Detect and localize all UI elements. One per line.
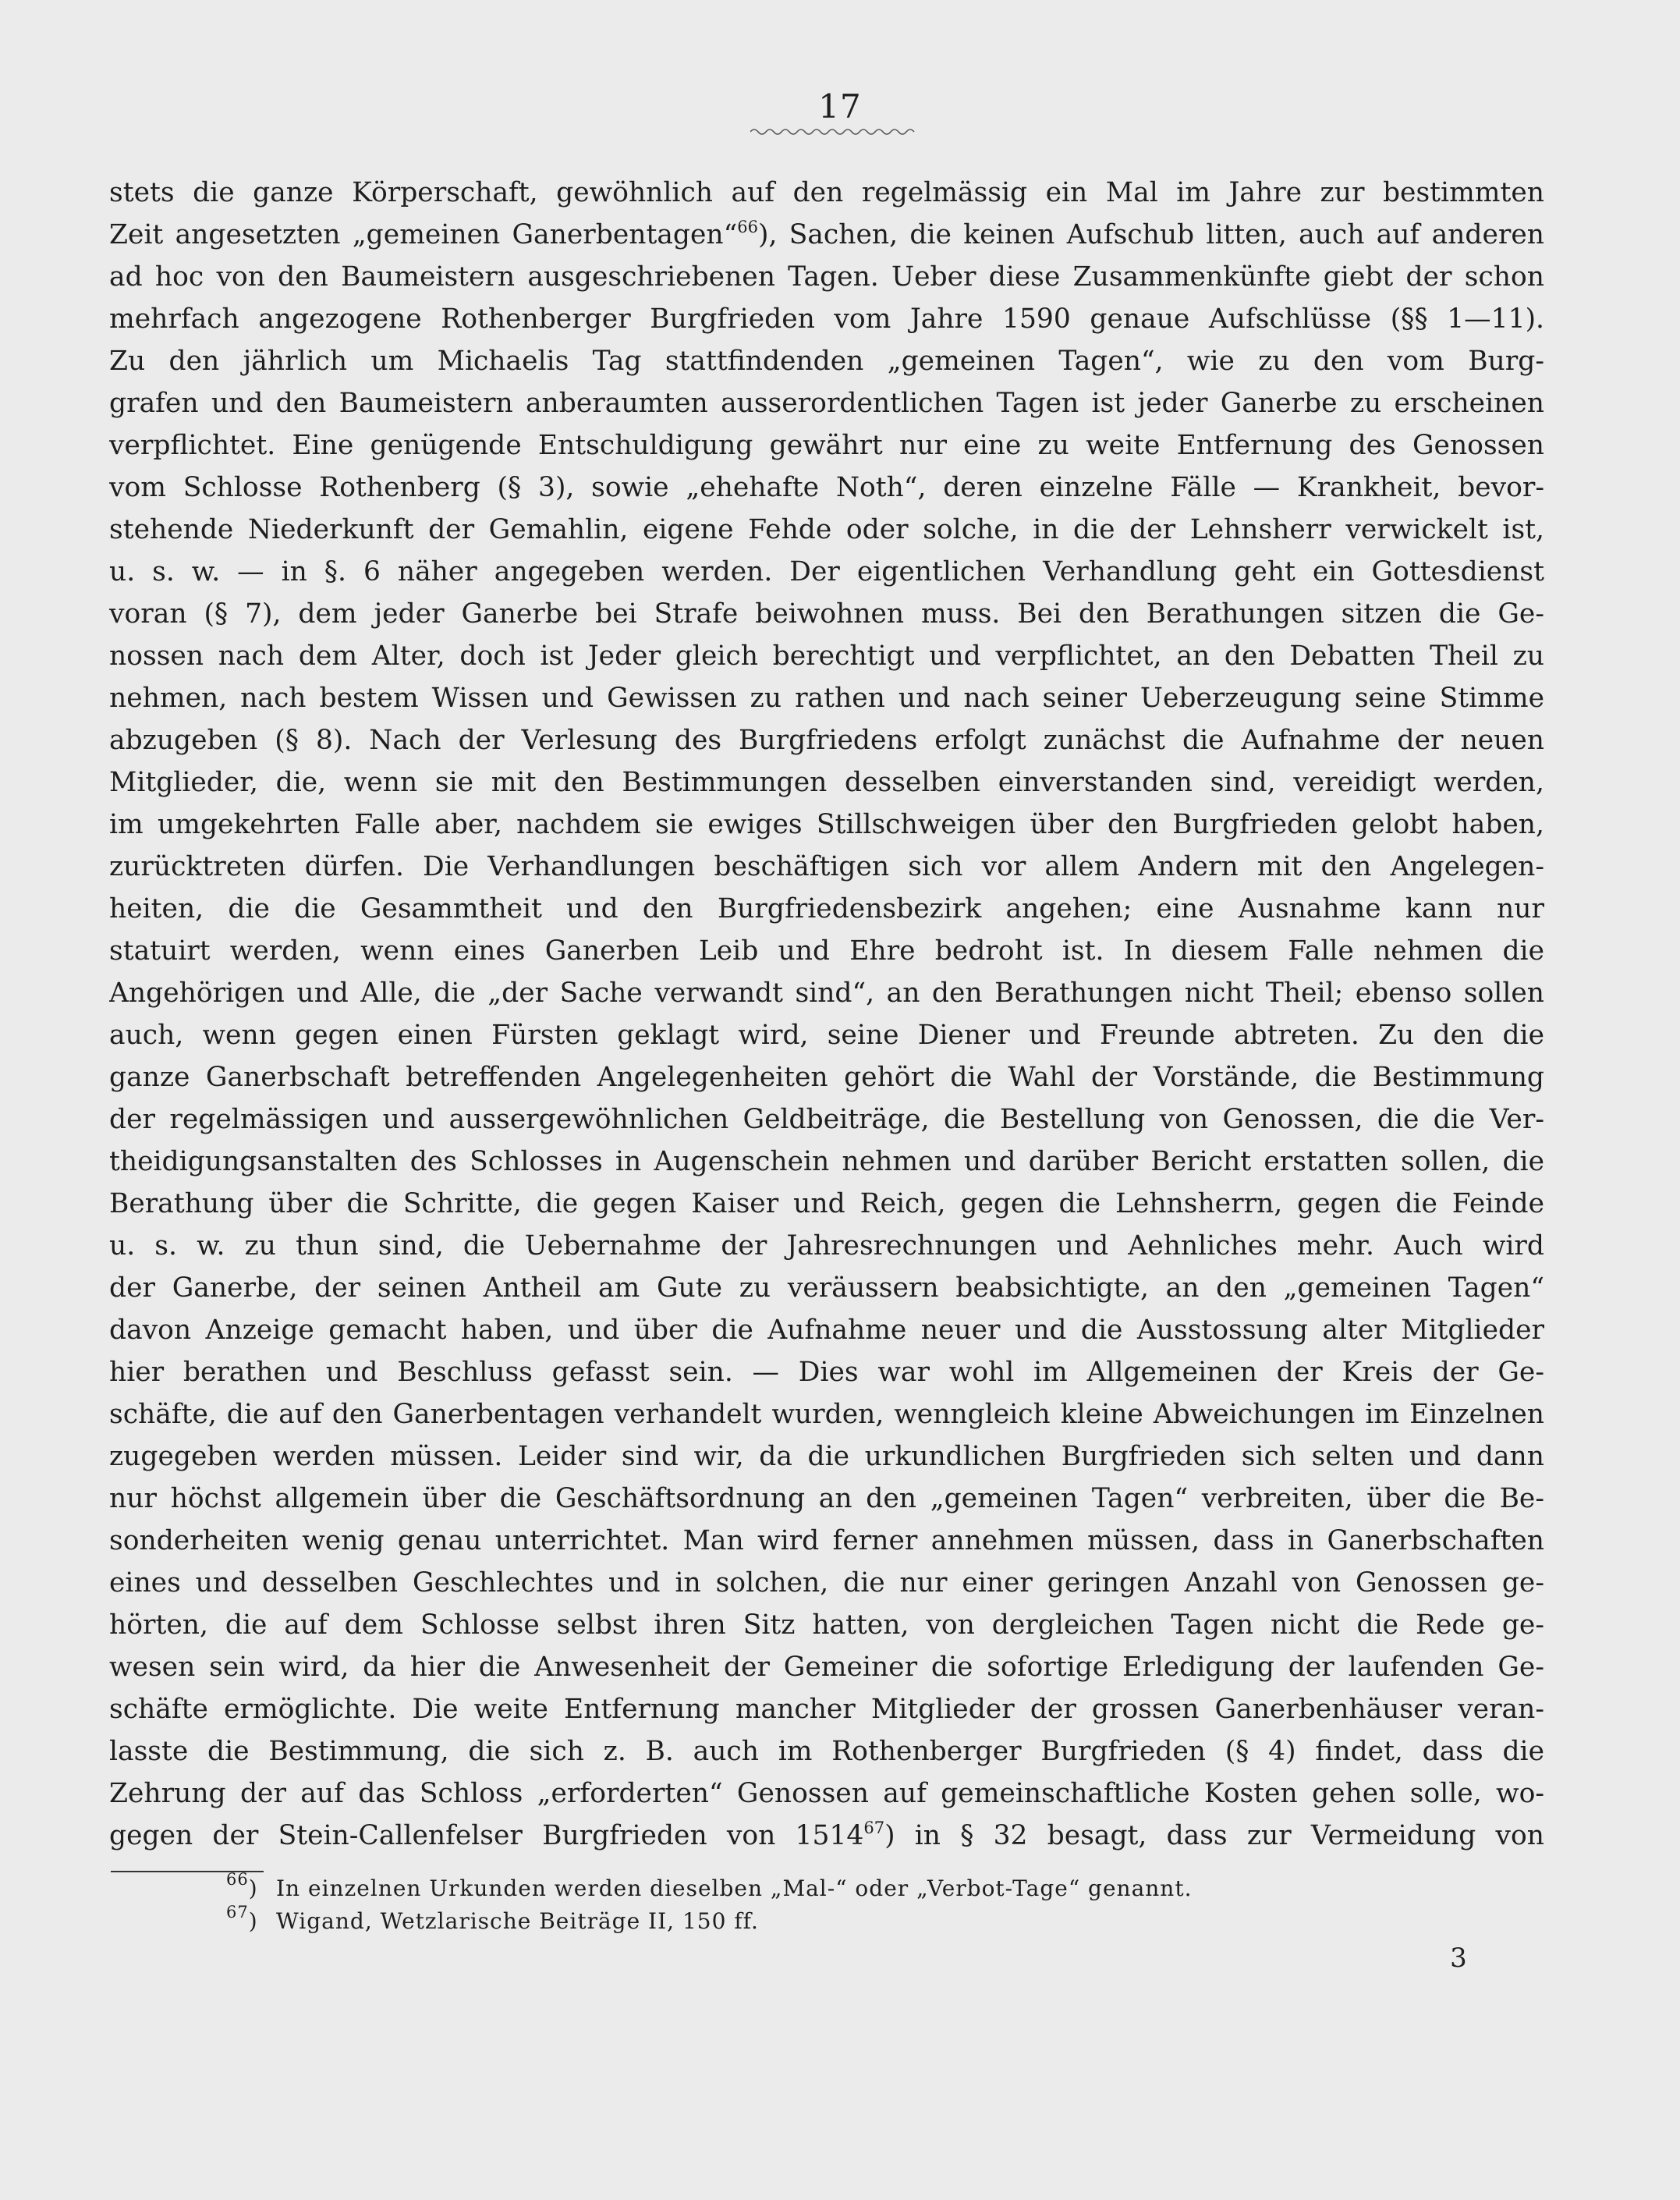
ornamental-wavy-rule [750,126,917,137]
text-line: der Ganerbe, der seinen Antheil am Gute zu veräussern beabsichtigte, an den „gemeinen Tagen“ [109,1272,1544,1304]
footnote-text: In einzelnen Urkunden werden dieselben „Mal-“ oder „Verbot-Tage“ genannt. [276,1875,1193,1901]
text-line: stehende Niederkunft der Gemahlin, eigene Fehde oder solche, in die der Lehnsherr verwickelt ist, [109,514,1544,545]
footnote [226,1872,1396,1905]
text-line: Angehörigen und Alle, die „der Sache verwandt sind“, an den Berathungen nicht Theil; ebenso sollen [109,978,1544,1009]
text-line: schäfte ermöglichte. Die weite Entfernung mancher Mitglieder der grossen Ganerbenhäuser veran- [109,1694,1544,1725]
text-line: abzugeben (§ 8). Nach der Verlesung des Burgfriedens erfolgt zunächst die Aufnahme der neuen [109,725,1544,756]
text-line: Berathung über die Schritte, die gegen Kaiser und Reich, gegen die Lehnsherrn, gegen die Feinde [109,1188,1544,1219]
signature-mark: 3 [1450,1943,1467,1974]
text-line: eines und desselben Geschlechtes und in solchen, die nur einer geringen Anzahl von Genossen ge- [109,1567,1544,1599]
text-line: stets die ganze Körperschaft, gewöhnlich auf den regelmässig ein Mal im Jahre zur bestimmten [109,177,1544,208]
text-line: schäfte, die auf den Ganerbentagen verhandelt wurden, wenngleich kleine Abweichungen im Einzelnen [109,1399,1544,1430]
text-line: nossen nach dem Alter, doch ist Jeder gleich berechtigt und verpflichtet, an den Debatten Theil zu [109,640,1544,672]
text-line: der regelmässigen und aussergewöhnlichen Geldbeiträge, die Bestellung von Genossen, die die Ver- [109,1104,1544,1135]
page-number: 17 [818,87,862,126]
text-line: zugegeben werden müssen. Leider sind wir, da die urkundlichen Burgfrieden sich selten und dann [109,1441,1544,1472]
text-line: theidigungsanstalten des Schlosses in Augenschein nehmen und darüber Bericht erstatten sollen, die [109,1146,1544,1177]
footnote-paren: ) [248,1908,258,1934]
footnote-number: 67 [226,1903,249,1921]
footnote-number: 66 [226,1870,249,1889]
text-line: Zu den jährlich um Michaelis Tag stattfindenden „gemeinen Tagen“, wie zu den vom Burg- [109,346,1544,377]
footnote-marker [226,1905,276,1938]
footnote-marker [226,1872,276,1905]
text-segment: ), Sachen, die keinen Aufschub litten, auch auf anderen [758,219,1544,250]
text-line: u. s. w. — in §. 6 näher angegeben werden. Der eigentlichen Verhandlung geht ein Gottesdienst [109,556,1544,587]
text-segment: gegen der Stein-Callenfelser Burgfrieden von 1514 [109,1820,864,1851]
text-line: lasste die Bestimmung, die sich z. B. auch im Rothenberger Burgfrieden (§ 4) findet, dass die [109,1736,1544,1767]
footnote-reference: 66 [737,218,759,236]
text-line: wesen sein wird, da hier die Anwesenheit der Gemeiner die sofortige Erledigung der laufenden Ge- [109,1652,1544,1683]
text-segment: ) in § 32 besagt, dass zur Vermeidung von [884,1820,1544,1851]
text-line: hier berathen und Beschluss gefasst sein. — Dies war wohl im Allgemeinen der Kreis der Ge- [109,1357,1544,1388]
text-line: hörten, die auf dem Schlosse selbst ihren Sitz hatten, von dergleichen Tagen nicht die Rede ge- [109,1609,1544,1641]
text-line [109,214,1544,256]
text-line: ad hoc von den Baumeistern ausgeschriebenen Tagen. Ueber diese Zusammenkünfte giebt der schon [109,261,1544,293]
text-line: voran (§ 7), dem jeder Ganerbe bei Strafe beiwohnen muss. Bei den Berathungen sitzen die Ge- [109,598,1544,630]
text-line: mehrfach angezogene Rothenberger Burgfrieden vom Jahre 1590 genaue Aufschlüsse (§§ 1—11). [109,303,1544,335]
text-line: nehmen, nach bestem Wissen und Gewissen zu rathen und nach seiner Ueberzeugung seine Stimme [109,683,1544,714]
footnote-paren: ) [248,1875,258,1901]
text-segment: Zeit angesetzten „gemeinen Ganerbentagen“ [109,219,738,250]
text-line: davon Anzeige gemacht haben, und über die Aufnahme neuer und die Ausstossung alter Mitglieder [109,1315,1544,1346]
text-line [109,1815,1544,1857]
footnote [226,1905,1396,1938]
footnote-reference: 67 [863,1819,885,1837]
body-text [109,172,1544,1857]
text-line: vom Schlosse Rothenberg (§ 3), sowie „ehehafte Noth“, deren einzelne Fälle — Krankheit, bevor- [109,472,1544,503]
text-line: grafen und den Baumeistern anberaumten ausserordentlichen Tagen ist jeder Ganerbe zu erscheinen [109,388,1544,419]
text-line: nur höchst allgemein über die Geschäftsordnung an den „gemeinen Tagen“ verbreiten, über die Be- [109,1483,1544,1514]
text-line: heiten, die die Gesammtheit und den Burgfriedensbezirk angehen; eine Ausnahme kann nur [109,893,1544,924]
text-line: sonderheiten wenig genau unterrichtet. Man wird ferner annehmen müssen, dass in Ganerbschaften [109,1525,1544,1556]
text-line: u. s. w. zu thun sind, die Uebernahme der Jahresrechnungen und Aehnliches mehr. Auch wird [109,1230,1544,1261]
text-line: verpflichtet. Eine genügende Entschuldigung gewährt nur eine zu weite Entfernung des Genossen [109,430,1544,461]
footnote-text: Wigand, Wetzlarische Beiträge II, 150 ff. [276,1908,759,1934]
text-line: ganze Ganerbschaft betreffenden Angelegenheiten gehört die Wahl der Vorstände, die Bestimmung [109,1062,1544,1093]
text-line: im umgekehrten Falle aber, nachdem sie ewiges Stillschweigen über den Burgfrieden gelobt haben, [109,809,1544,840]
text-line: Zehrung der auf das Schloss „erforderten“ Genossen auf gemeinschaftliche Kosten gehen solle, wo- [109,1778,1544,1809]
text-line: zurücktreten dürfen. Die Verhandlungen beschäftigen sich vor allem Andern mit den Angelegen- [109,851,1544,882]
text-line: Mitglieder, die, wenn sie mit den Bestimmungen desselben einverstanden sind, vereidigt werden, [109,767,1544,798]
footnotes [226,1872,1396,1938]
text-line: statuirt werden, wenn eines Ganerben Leib und Ehre bedroht ist. In diesem Falle nehmen die [109,935,1544,967]
text-line: auch, wenn gegen einen Fürsten geklagt wird, seine Diener und Freunde abtreten. Zu den die [109,1020,1544,1051]
